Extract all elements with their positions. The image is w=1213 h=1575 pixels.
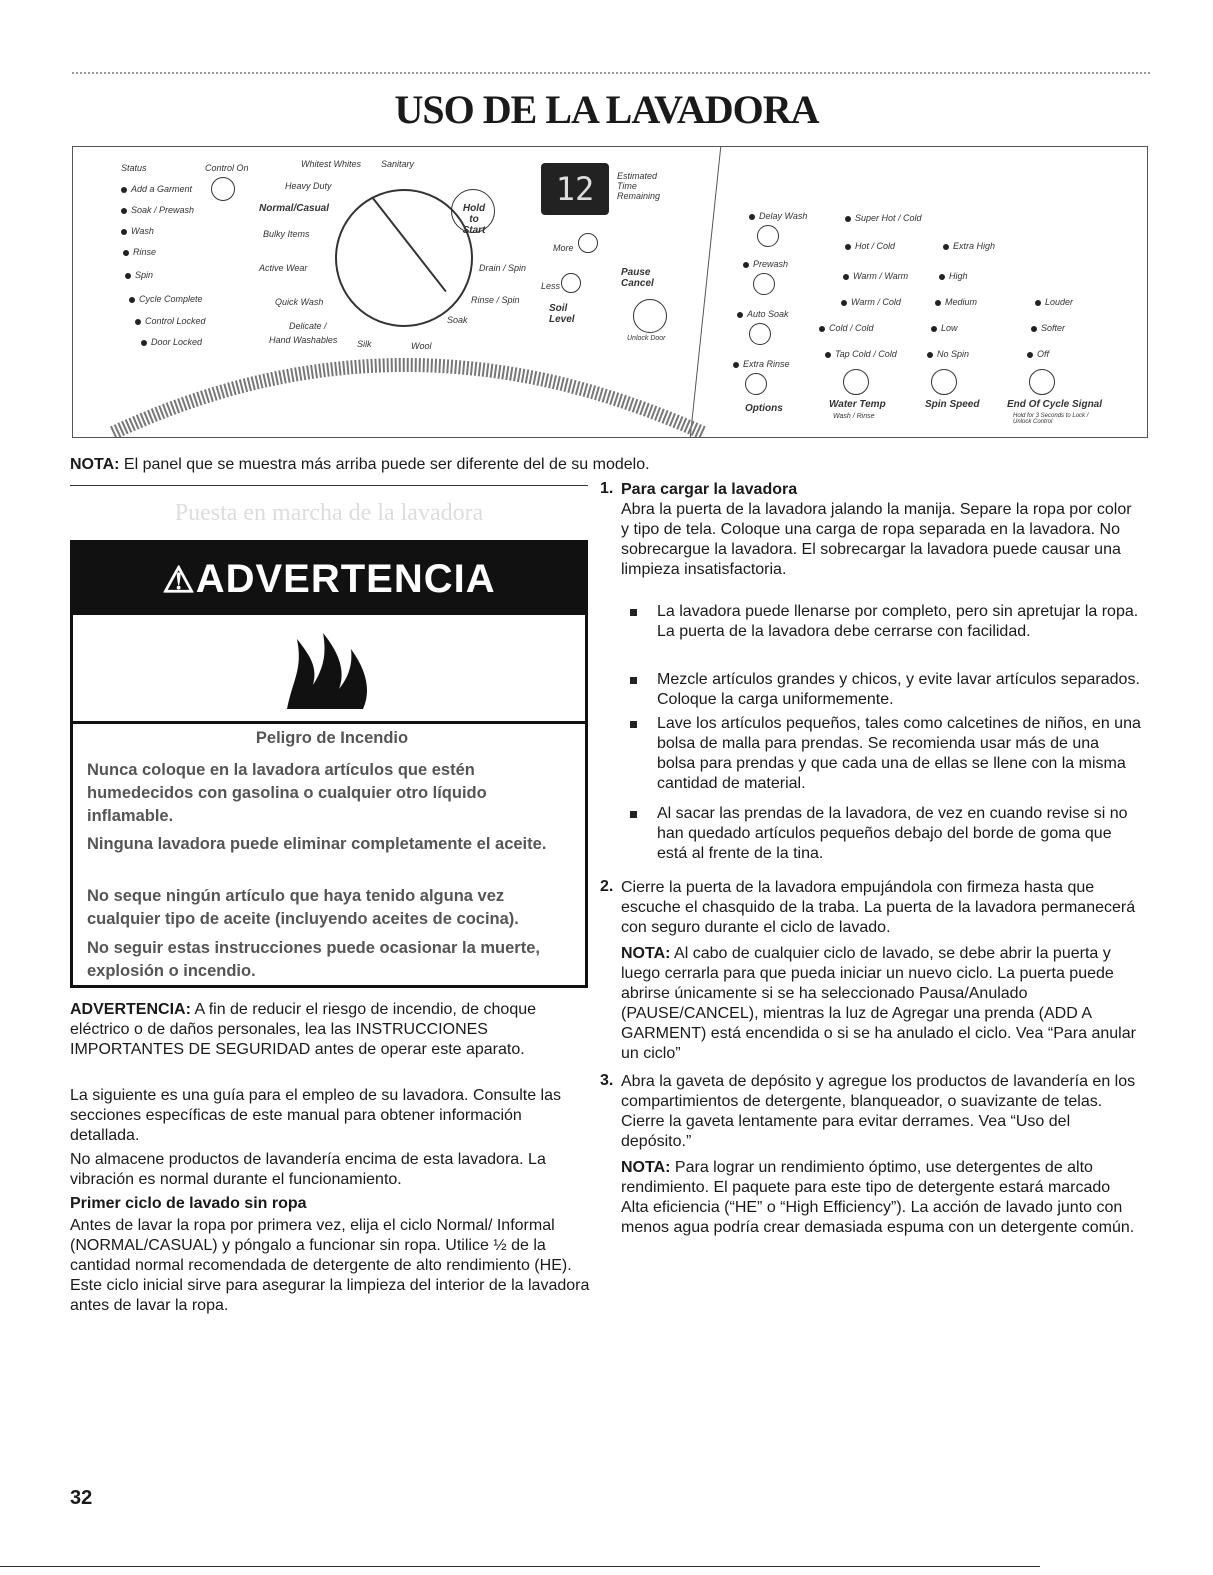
delay-wash-button[interactable] xyxy=(757,225,779,247)
option-extra-rinse: Extra Rinse xyxy=(733,359,790,369)
water-temp-sub: Wash / Rinse xyxy=(833,413,875,420)
water-temp-button[interactable] xyxy=(843,369,869,395)
warning-triangle-icon: ⚠ xyxy=(162,559,196,600)
temp-light-icon xyxy=(819,326,825,332)
warning-box xyxy=(70,540,588,988)
start-button-label: Hold to Start xyxy=(462,203,486,236)
warning-line-4: No seguir estas instrucciones puede ocasionar la muerte, explosión o incendio. xyxy=(87,939,540,980)
extra-rinse-button[interactable] xyxy=(745,373,767,395)
prewash-button[interactable] xyxy=(753,273,775,295)
bullet-4-text: Al sacar las prendas de la lavadora, de vez en cuando revise si no han quedado artículos pequeños debajo del borde de goma que está al frente de la tina. xyxy=(657,805,1128,862)
status-light-icon xyxy=(121,229,127,235)
status-soak-prewash: Soak / Prewash xyxy=(121,205,194,215)
signal-softer: Softer xyxy=(1031,323,1065,333)
temp-light-icon xyxy=(845,244,851,250)
bullet-2-text: Mezcle artículos grandes y chicos, y evite lavar artículos separados. Coloque la carga uniformemente. xyxy=(657,671,1140,708)
signal-label: End Of Cycle Signal xyxy=(1007,399,1103,410)
temp-warm-cold: Warm / Cold xyxy=(841,297,901,307)
option-delay-wash: Delay Wash xyxy=(749,211,807,221)
warning-line-1: Nunca coloque en la lavadora artículos que estén humedecidos con gasolina o cualquier otro líquido inflamable. xyxy=(87,761,487,825)
step-2-number: 2. xyxy=(600,878,614,895)
spin-light-icon xyxy=(943,244,949,250)
first-cycle-paragraph: Antes de lavar la ropa por primera vez, elija el ciclo Normal/ Informal (NORMAL/CASUAL) y póngalo a funcionar sin ropa. Utilice ½ de la cantidad normal recomendada de detergente de alto rendimiento (HE). Este ciclo inicial sirve para asegurar la limpieza del interior de la lavadora antes de lavar la ropa. xyxy=(70,1217,590,1314)
spin-no-spin: No Spin xyxy=(927,349,969,359)
pause-cancel-label: Pause Cancel xyxy=(621,267,654,289)
storage-paragraph: No almacene productos de lavandería encima de esta lavadora. La vibración es normal durante el funcionamiento. xyxy=(70,1151,546,1188)
cycle-rinse-spin: Rinse / Spin xyxy=(471,295,520,305)
status-add-garment: Add a Garment xyxy=(121,184,192,194)
bullet-icon xyxy=(630,811,637,818)
soil-level-label: Soil Level xyxy=(549,303,575,325)
step-1-number: 1. xyxy=(600,480,614,497)
spin-light-icon xyxy=(931,326,937,332)
cycle-normal-casual: Normal/Casual xyxy=(259,203,330,214)
signal-light-icon xyxy=(1031,326,1037,332)
cycle-drain-spin: Drain / Spin xyxy=(479,263,527,273)
signal-sub: Hold for 3 Seconds to Lock / Unlock Control xyxy=(1013,413,1089,425)
cycle-whitest-whites: Whitest Whites xyxy=(301,159,362,169)
step-2-note: NOTA: Al cabo de cualquier ciclo de lavado, se debe abrir la puerta y luego cerrarla para que pueda iniciar un nuevo ciclo. La puerta puede abrirse únicamente si se ha seleccionado Pausa/Anulado (PAUSE/CANCEL), mientras la luz de Agregar una prenda (ADD A GARMENT) está encendida o si se ha anulado el ciclo. Vea “Para anular un ciclo” xyxy=(621,945,1136,1062)
step-3-note: NOTA: Para lograr un rendimiento óptimo, use detergentes de alto rendimiento. El paquete para este tipo de detergente estará marcado Alta eficiencia (“HE” o “High Efficiency”). La acción de lavado junto con menos agua podría crear demasiada espuma con un detergente común. xyxy=(621,1159,1135,1236)
end-of-cycle-signal-button[interactable] xyxy=(1029,369,1055,395)
page-title: USO DE LA LAVADORA xyxy=(394,87,819,132)
section-heading: Puesta en marcha de la lavadora xyxy=(174,500,484,526)
temp-light-icon xyxy=(843,274,849,280)
panel-curve-graphic xyxy=(103,297,723,437)
status-title: Status xyxy=(121,163,147,173)
control-panel-illustration xyxy=(72,146,1148,438)
more-label: More xyxy=(553,243,574,253)
step-3-number: 3. xyxy=(600,1072,614,1089)
step-1-text: Abra la puerta de la lavadora jalando la manija. Separe la ropa por color y tipo de tela. Coloque una carga de ropa separada en la lavadora. No sobrecargue la lavadora. El sobrecargar la lavadora puede causar una limpieza insatisfactoria. xyxy=(621,501,1132,578)
cycle-heavy-duty: Heavy Duty xyxy=(285,181,332,191)
status-light-icon xyxy=(121,208,127,214)
status-door-locked: Door Locked xyxy=(141,337,202,347)
unlock-door-label: Unlock Door xyxy=(627,335,666,342)
warning-separator xyxy=(73,721,585,724)
spin-low: Low xyxy=(931,323,958,333)
fire-icon xyxy=(283,629,373,711)
hazard-title: Peligro de Incendio xyxy=(255,729,409,747)
page-number: 32 xyxy=(70,1487,93,1509)
temp-tap-cold-cold: Tap Cold / Cold xyxy=(825,349,897,359)
status-light-icon xyxy=(123,250,129,256)
cycle-delicate: Delicate / xyxy=(289,321,327,331)
option-light-icon xyxy=(743,262,749,268)
spin-speed-button[interactable] xyxy=(931,369,957,395)
status-rinse: Rinse xyxy=(123,247,156,257)
bullet-1-text: La lavadora puede llenarse por completo, pero sin apretujar la ropa. La puerta de la lavadora debe cerrarse con facilidad. xyxy=(657,603,1139,640)
less-button[interactable] xyxy=(561,273,581,293)
status-wash: Wash xyxy=(121,226,154,236)
option-auto-soak: Auto Soak xyxy=(737,309,789,319)
spin-speed-label: Spin Speed xyxy=(925,399,980,410)
options-label: Options xyxy=(745,403,783,414)
warning-line-3: No seque ningún artículo que haya tenido alguna vez cualquier tipo de aceite (incluyendo aceites de cocina). xyxy=(87,887,519,928)
cycle-soak: Soak xyxy=(447,315,468,325)
panel-note: NOTA: El panel que se muestra más arriba puede ser diferente del de su modelo. xyxy=(70,456,650,473)
control-on-button[interactable] xyxy=(211,177,235,201)
cycle-wool: Wool xyxy=(411,341,432,351)
spin-light-icon xyxy=(935,300,941,306)
signal-louder: Louder xyxy=(1035,297,1073,307)
status-spin: Spin xyxy=(125,270,153,280)
temp-light-icon xyxy=(841,300,847,306)
status-light-icon xyxy=(125,273,131,279)
auto-soak-button[interactable] xyxy=(749,323,771,345)
cycle-silk: Silk xyxy=(357,339,372,349)
more-button[interactable] xyxy=(578,233,598,253)
option-light-icon xyxy=(737,312,743,318)
control-on-label: Control On xyxy=(205,163,249,173)
top-dotted-rule xyxy=(72,72,1150,74)
step-3-text: Abra la gaveta de depósito y agregue los productos de lavandería en los compartimientos de detergente, blanqueador, o suavizante de telas. Cierre la gaveta lentamente para evitar derrames. Vea “Uso del depósito.” xyxy=(621,1073,1136,1150)
advertencia-paragraph: ADVERTENCIA: A fin de reducir el riesgo de incendio, de choque eléctrico o de daños personales, lea las INSTRUCCIONES IMPORTANTES DE SEGURIDAD antes de operar este aparato. xyxy=(70,1001,537,1058)
temp-warm-warm: Warm / Warm xyxy=(843,271,908,281)
step-1-heading: Para cargar la lavadora xyxy=(621,481,798,498)
warning-line-2: Ninguna lavadora puede eliminar completamente el aceite. xyxy=(87,835,547,853)
time-display: 12 xyxy=(541,163,609,215)
cycle-sanitary: Sanitary xyxy=(381,159,415,169)
cycle-hand-washables: Hand Washables xyxy=(269,335,338,345)
spin-high: High xyxy=(939,271,968,281)
spin-light-icon xyxy=(927,352,933,358)
option-light-icon xyxy=(733,362,739,368)
warning-header: ⚠ADVERTENCIA xyxy=(73,543,585,615)
option-light-icon xyxy=(749,214,755,220)
signal-light-icon xyxy=(1035,300,1041,306)
temp-hot-cold: Hot / Cold xyxy=(845,241,895,251)
cycle-bulky-items: Bulky Items xyxy=(263,229,310,239)
section-rule xyxy=(70,485,588,486)
cycle-quick-wash: Quick Wash xyxy=(275,297,324,307)
estimated-time-label: Estimated Time Remaining xyxy=(617,171,661,201)
spin-medium: Medium xyxy=(935,297,977,307)
first-cycle-heading: Primer ciclo de lavado sin ropa xyxy=(70,1195,307,1212)
guide-paragraph: La siguiente es una guía para el empleo de su lavadora. Consulte las secciones específicas de este manual para obtener información detallada. xyxy=(70,1087,561,1144)
bottom-rule xyxy=(0,1566,1040,1567)
bullet-3-text: Lave los artículos pequeños, tales como calcetines de niños, en una bolsa de malla para prendas. Se recomienda usar más de una bolsa para prendas y que cada una de ellas se llene con la misma cantidad de material. xyxy=(657,715,1141,792)
status-light-icon xyxy=(121,187,127,193)
bullet-icon xyxy=(630,609,637,616)
spin-light-icon xyxy=(939,274,945,280)
status-cycle-complete: Cycle Complete xyxy=(129,294,203,304)
water-temp-label: Water Temp xyxy=(829,399,886,410)
signal-off: Off xyxy=(1027,349,1049,359)
bullet-icon xyxy=(630,721,637,728)
temp-cold-cold: Cold / Cold xyxy=(819,323,874,333)
step-2-text: Cierre la puerta de la lavadora empujándola con firmeza hasta que escuche el chasquido de la traba. La puerta de la lavadora permanecerá con seguro durante el ciclo de lavado. xyxy=(621,879,1136,936)
spin-extra-high: Extra High xyxy=(943,241,995,251)
option-prewash: Prewash xyxy=(743,259,788,269)
temp-super-hot-cold: Super Hot / Cold xyxy=(845,213,922,223)
temp-light-icon xyxy=(845,216,851,222)
temp-light-icon xyxy=(825,352,831,358)
less-label: Less xyxy=(541,281,561,291)
bullet-icon xyxy=(630,677,637,684)
dial-pointer xyxy=(371,196,446,292)
signal-light-icon xyxy=(1027,352,1033,358)
status-control-locked: Control Locked xyxy=(135,316,206,326)
cycle-active-wear: Active Wear xyxy=(259,263,308,273)
